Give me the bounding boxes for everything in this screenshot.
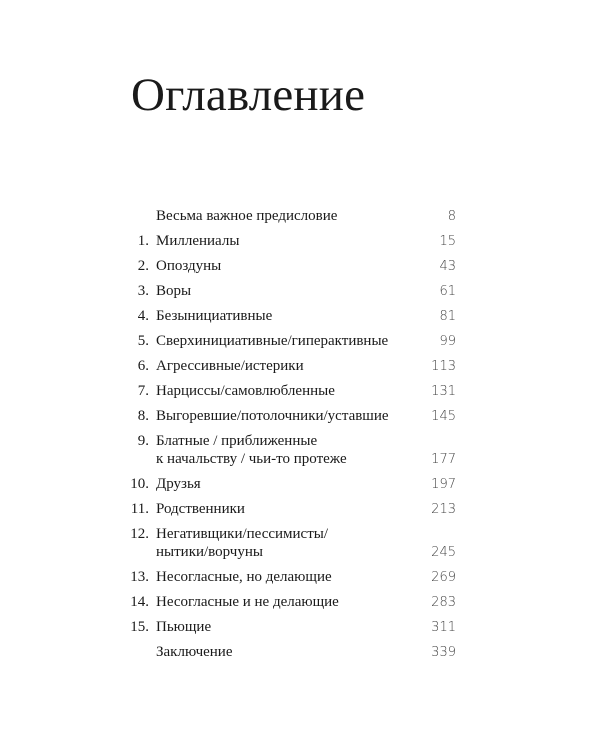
toc-entry-title-line: нытики/ворчуны: [156, 544, 263, 560]
toc-entry-number: 5.: [137, 333, 149, 349]
toc-entry-page-number: 8: [447, 209, 456, 224]
toc-entry-title-line: к начальству / чьи-то протеже: [156, 451, 347, 467]
toc-entry-title: [156, 475, 201, 493]
toc-entry-page-number: 245: [431, 545, 456, 560]
toc-entry-number: 15.: [130, 619, 149, 635]
toc-entry-title-line: Блатные / приближенные: [156, 433, 318, 449]
toc-entry-number: 9.: [137, 433, 149, 449]
toc-entry-page-number: 15: [439, 234, 456, 249]
toc-entry-number: 2.: [137, 258, 149, 274]
toc-entry-number: 7.: [137, 383, 149, 399]
toc-entry-title-line: Миллениалы: [156, 233, 240, 249]
toc-entry-number: 6.: [137, 358, 149, 374]
toc-entry-number: 14.: [130, 594, 149, 610]
toc-entry-page-number: 311: [431, 620, 456, 635]
toc-entry-number: 10.: [130, 476, 149, 492]
toc-entry-number: 12.: [130, 526, 149, 542]
page-title: Оглавление: [131, 69, 366, 121]
toc-entry-number: 1.: [137, 233, 149, 249]
toc-entry-title-line: Опоздуны: [156, 258, 222, 274]
toc-entry-page-number: 177: [431, 452, 456, 467]
toc-entry-title-line: Друзья: [156, 476, 201, 492]
toc-entry-title: [156, 407, 389, 425]
toc-entry-title-line: Заключение: [156, 644, 233, 660]
toc-entry-number: 11.: [130, 501, 149, 517]
toc-entry-title: [156, 500, 245, 518]
toc-entry-title: [156, 432, 347, 468]
toc-entry-title: [156, 357, 304, 375]
toc-entry-number: 4.: [137, 308, 149, 324]
toc-entry-page-number: 99: [439, 334, 456, 349]
toc-entry-title: [156, 207, 337, 225]
toc-entry-title: [156, 332, 388, 350]
toc-entry-title: [156, 232, 239, 250]
toc-entry-page-number: 269: [431, 570, 456, 585]
toc-entry-page-number: 61: [439, 284, 456, 299]
toc-entry-title: [156, 568, 332, 586]
toc-entry-title-line: Агрессивные/истерики: [156, 358, 304, 374]
toc-entry-number: 3.: [137, 283, 149, 299]
toc-entry-title: [156, 382, 335, 400]
toc-entry-page-number: 283: [431, 595, 456, 610]
toc-entry-title: [156, 525, 328, 561]
toc-entry-title: [156, 307, 272, 325]
toc-entry-title: [156, 618, 211, 636]
toc-entry-page-number: 197: [431, 477, 456, 492]
toc-entry-title-line: Весьма важное предисловие: [156, 208, 338, 224]
toc-entry-title: [156, 593, 339, 611]
toc-entry-title-line: Безынициативные: [156, 308, 273, 324]
toc-entry-title-line: Несогласные и не делающие: [156, 594, 339, 610]
toc-entry-page-number: 113: [431, 359, 456, 374]
toc-entry-number: 8.: [137, 408, 149, 424]
toc-entry-title: [156, 643, 233, 661]
toc-entry-page-number: 213: [431, 502, 456, 517]
toc-entry-title: [156, 257, 221, 275]
toc-entry-title-line: Выгоревшие/потолочники/уставшие: [156, 408, 389, 424]
toc-entry-page-number: 131: [431, 384, 456, 399]
toc-entry-title-line: Негативщики/пессимисты/: [156, 526, 329, 542]
toc-entry-number: 13.: [130, 569, 149, 585]
toc-entry-title-line: Сверхинициативные/гиперактивные: [156, 333, 389, 349]
toc-entry-page-number: 339: [431, 645, 456, 660]
toc-entry-title-line: Пьющие: [156, 619, 212, 635]
toc-entry-page-number: 43: [439, 259, 456, 274]
toc-entry-page-number: 145: [431, 409, 456, 424]
toc-entry-title-line: Родственники: [156, 501, 245, 517]
toc-entry-title-line: Воры: [156, 283, 192, 299]
toc-entry-title: [156, 282, 191, 300]
toc-entry-title-line: Несогласные, но делающие: [156, 569, 332, 585]
toc-entry-page-number: 81: [439, 309, 456, 324]
toc-entry-title-line: Нарциссы/самовлюбленные: [156, 383, 335, 399]
